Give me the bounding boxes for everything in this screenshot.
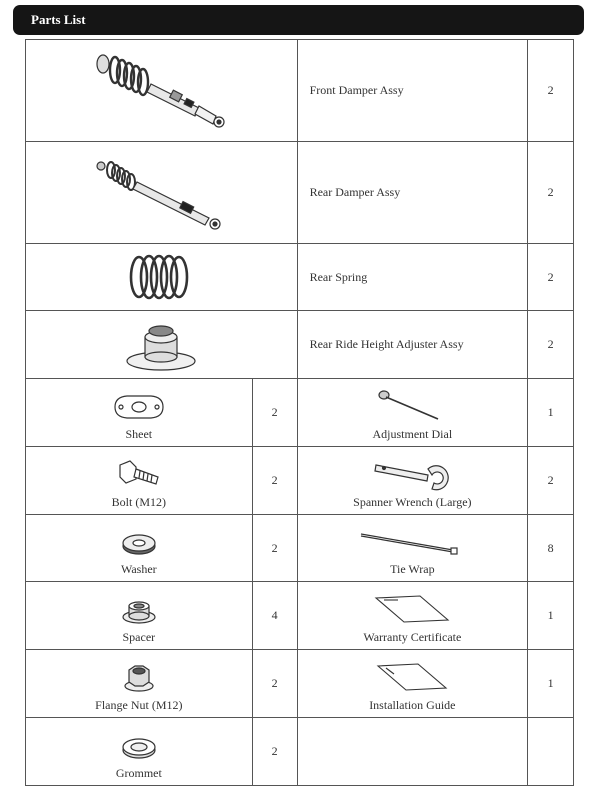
grommet-icon [119,732,159,762]
adjustment-dial-icon [372,387,452,423]
table-row [26,515,574,582]
table-row [26,650,574,718]
part-name: Spanner Wrench (Large) [353,495,472,509]
part-quantity: 2 [252,515,297,582]
part-name: Tie Wrap [390,562,435,576]
part-quantity: 8 [528,515,574,582]
table-row [26,379,574,447]
spacer-icon [118,596,160,626]
part-quantity: 2 [252,718,297,786]
part-quantity: 4 [252,582,297,650]
sheet-icon [111,391,167,423]
table-row [26,718,574,786]
part-name: Rear Ride Height Adjuster Assy [297,311,528,379]
part-quantity: 2 [528,447,574,515]
installation-guide-icon [370,660,454,694]
table-row [26,447,574,515]
ride-height-adjuster-icon [121,315,201,375]
table-row [26,311,574,379]
part-quantity: 2 [528,244,574,311]
warranty-certificate-icon [370,592,454,626]
part-quantity: 2 [252,650,297,718]
spring-icon [121,249,201,305]
part-quantity: 2 [252,447,297,515]
part-name: Sheet [125,427,153,441]
spanner-wrench-icon [370,455,454,491]
tie-wrap-icon [357,528,467,558]
part-name: Warranty Certificate [363,630,462,644]
part-name: Rear Spring [297,244,528,311]
table-row [26,40,574,142]
part-name: Bolt (M12) [111,495,166,509]
bolt-icon [114,457,164,491]
washer-icon [119,530,159,558]
part-name: Adjustment Dial [372,427,453,441]
page-title: Parts List [31,12,86,27]
part-name: Front Damper Assy [297,40,528,142]
flange-nut-icon [121,662,157,694]
part-quantity: 2 [528,142,574,244]
table-row [26,582,574,650]
part-quantity: 1 [528,379,574,447]
table-row [26,244,574,311]
part-name: Rear Damper Assy [297,142,528,244]
part-quantity: 2 [528,40,574,142]
front-damper-icon [81,46,241,136]
parts-table [25,39,574,786]
part-name: Flange Nut (M12) [95,698,183,712]
rear-damper-icon [81,148,241,238]
part-name: Grommet [115,766,162,780]
part-quantity: 2 [528,311,574,379]
parts-list-header [13,5,584,35]
part-name: Spacer [122,630,156,644]
part-quantity: 1 [528,582,574,650]
part-quantity: 2 [252,379,297,447]
part-quantity: 1 [528,650,574,718]
empty-cell [528,718,574,786]
part-name: Washer [120,562,157,576]
part-name: Installation Guide [369,698,456,712]
empty-cell [297,718,528,786]
table-row [26,142,574,244]
